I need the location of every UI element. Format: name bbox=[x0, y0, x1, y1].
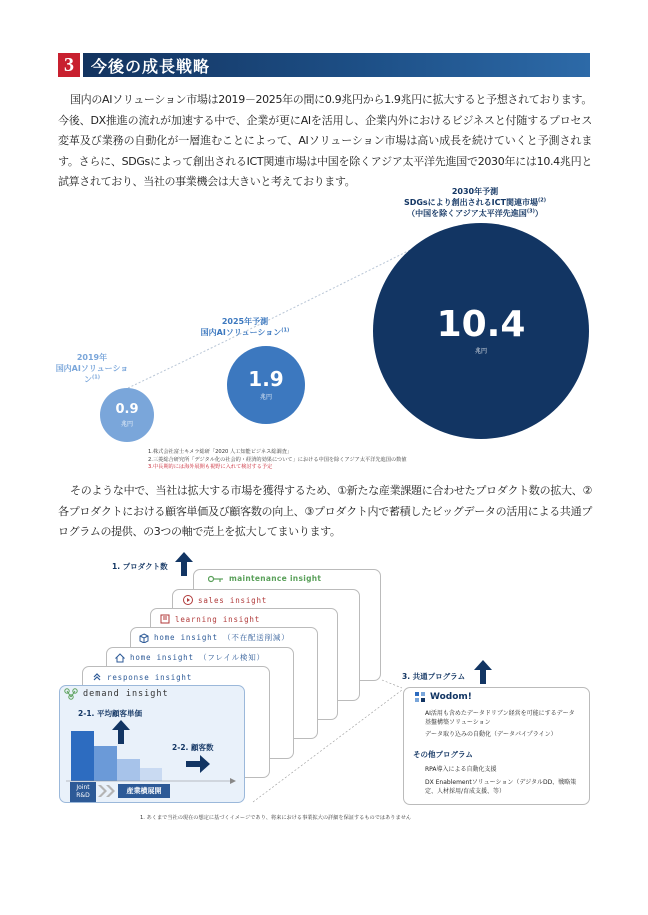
label-2019-year: 2019年 bbox=[76, 353, 108, 362]
intro-text: 国内のAIソリューション市場は2019－2025年の間に0.9兆円から1.9兆円に拡大すると予想されております。今後、DX推進の流れが加速する中で、企業が更にAIを活用し、企業内外におけるビジネスと付随するプロセス変革及び業務の自動化が一層進むことによって、AIソリューション市場は高い成長を続けていくと予測されます。さらに、SDGsによって創出されるICT関連市場は中国を除くアジア太平洋先進国で2030年には10.4兆円と試算されており、当社の事業機会は大きいと考えております。 bbox=[58, 93, 592, 188]
footnote-2: 2.三菱総合研究所「デジタル化の社会的・経済的効果について」における中国を除くアジア太平洋先進国の数値 bbox=[148, 456, 407, 463]
footnote-3: 3.中長期的には海外展開も視野に入れて検討する予定 bbox=[148, 464, 273, 470]
bubble-2019-unit: 兆円 bbox=[120, 420, 133, 428]
label-2030-year: 2030年予測 bbox=[451, 187, 499, 196]
label-2025-year: 2025年予測 bbox=[221, 317, 269, 326]
step-unit-price: 2-1. 平均顧客単価 bbox=[78, 709, 143, 718]
label-2030-desc: SDGsにより創出されるICT関連市場 bbox=[403, 198, 538, 207]
strategy-text: そのような中で、当社は拡大する市場を獲得するため、①新たな産業課題に合わせたプロダクト数の拡大、②各プロダクトにおける顧客単価及び顧客数の向上、③プロダクト内で蓄積したビッグデータの活用による共通プログラムの提供、の3つの軸で売上を拡大してまいります。 bbox=[58, 484, 592, 538]
other-programs-title: その他プログラム bbox=[413, 750, 473, 759]
bubble-2019-value: 0.9 bbox=[115, 401, 139, 417]
card-maintenance-name: maintenance insight bbox=[229, 574, 322, 583]
section-title: 今後の成長戦略 bbox=[83, 53, 590, 77]
card-home-delivery-name: home insight （不在配送削減） bbox=[154, 633, 290, 642]
wodom-name: Wodom! bbox=[430, 692, 472, 702]
label-2025-ref: (1) bbox=[281, 327, 290, 334]
label-2030-desc2-end: ） bbox=[534, 209, 543, 218]
other-line-1: RPA導入による自動化支援 bbox=[425, 766, 497, 773]
label-2030-ref2: (3) bbox=[526, 208, 535, 215]
wodom-line-1: AI活用も含めたデータドリブン経営を可能にするデータ基盤構築ソリューション bbox=[425, 710, 575, 726]
joint-rd-button: Joint R&D bbox=[70, 782, 96, 802]
common-program-up-arrow-icon bbox=[474, 660, 492, 684]
label-2019-desc: 国内AIソリューション bbox=[55, 364, 129, 384]
label-2025-desc: 国内AIソリューション bbox=[200, 328, 282, 337]
bubble-2025-unit: 兆円 bbox=[259, 394, 272, 401]
other-line-2: DX Enablementソリューション（デジタルDD、戦略策定、人材採用/育成支援、等） bbox=[425, 779, 577, 795]
bubble-2025-value: 1.9 bbox=[248, 367, 284, 391]
label-2019-ref: (1) bbox=[91, 374, 101, 381]
axis-product-count-label: 1. プロダクト数 bbox=[112, 562, 168, 571]
step-customers: 2-2. 顧客数 bbox=[172, 743, 214, 752]
card-home-frailty-name: home insight （フレイル検知） bbox=[130, 653, 265, 662]
industry-expansion-button: 産業横展開 bbox=[118, 784, 170, 798]
wodom-logo-icon bbox=[415, 692, 425, 702]
section-number: 3 bbox=[58, 53, 80, 77]
bubble-2030-unit: 兆円 bbox=[474, 348, 487, 355]
card-learning-name: learning insight bbox=[175, 614, 261, 624]
card-sales-name: sales insight bbox=[198, 595, 268, 605]
card-demand-name: demand insight bbox=[83, 689, 169, 699]
wodom-title bbox=[415, 692, 472, 702]
diagram-disclaimer: 1. あくまで当社の現在の想定に基づくイメージであり、将来における事業拡大の詳細を保証するものではありません bbox=[140, 815, 412, 821]
bubble-2030-value: 10.4 bbox=[436, 304, 526, 345]
wodom-line-2: データ取り込みの自動化（データパイプライン） bbox=[425, 731, 557, 738]
footnote-1: 1.株式会社富士キメラ総研「2020 人工知能ビジネス総調査」 bbox=[148, 449, 293, 455]
axis-common-program-label: 3. 共通プログラム bbox=[402, 672, 466, 681]
label-2030-ref: (2) bbox=[537, 197, 547, 204]
card-response-name: response insight bbox=[107, 672, 193, 682]
label-2030-desc2: （中国を除くアジア太平洋先進国 bbox=[407, 209, 527, 218]
